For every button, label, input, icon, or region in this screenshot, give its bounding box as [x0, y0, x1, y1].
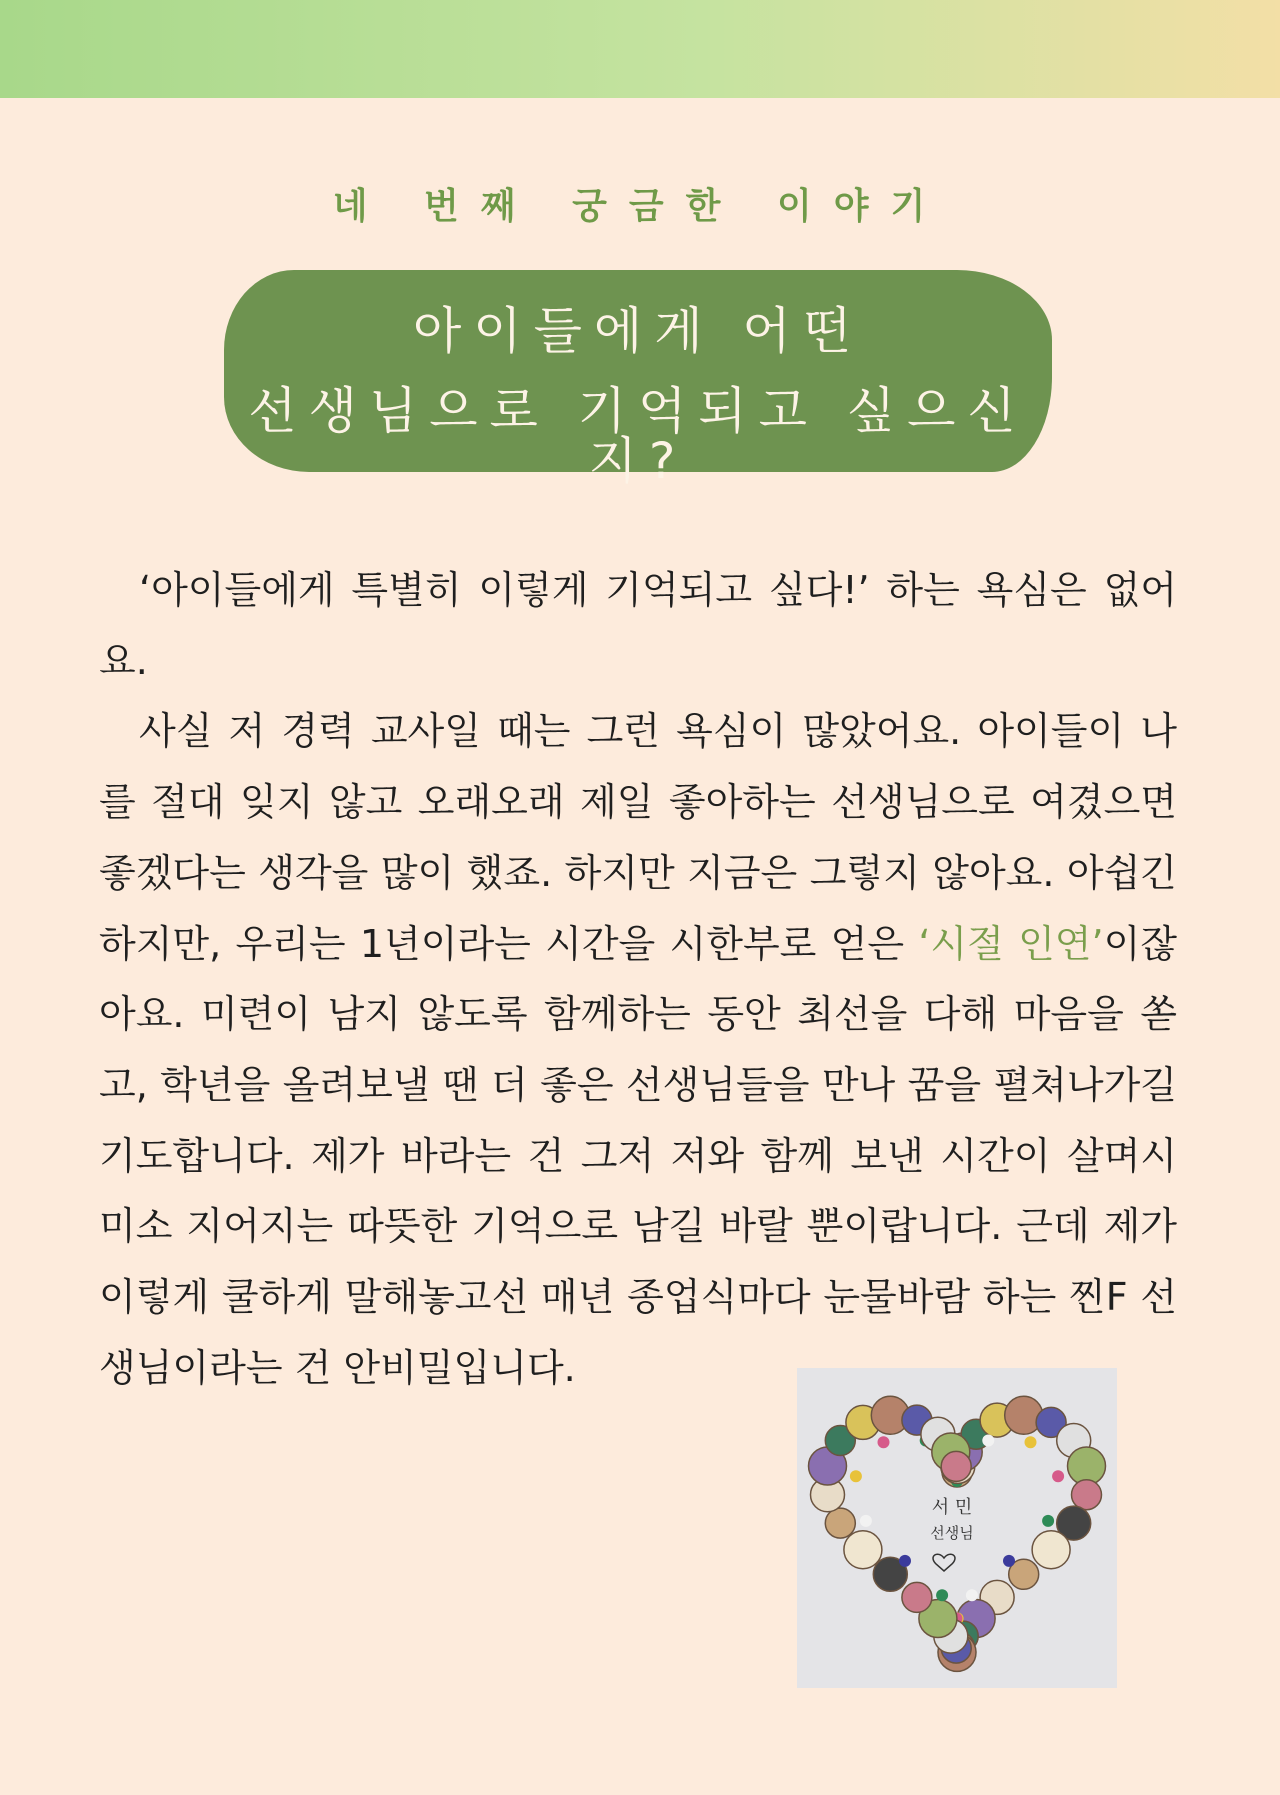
highlight-phrase: ‘시절 인연’: [918, 921, 1104, 966]
top-gradient-band: [0, 0, 1280, 98]
push-pin-icon: [982, 1435, 994, 1447]
paragraph-2-text-end: 이잖아요. 미련이 남지 않도록 함께하는 동안 최선을 다해 마음을 쏟고, 학년을 올려보낼 땐 더 좋은 선생님들을 만나 꿈을 펼쳐나가길 기도합니다. 제가 바라는 건 그저 저와 함께 보낸 시간이 살며시 미소 지어지는 따뜻한 기억으로 남길 바랄 뿐이랍니다. 근데 제가 이렇게 쿨하게 말해놓고선 매년 종업식마다 눈물바람 하는 찐F 선생님이라는 건 안비밀입니다.: [99, 921, 1177, 1390]
paragraph-2-text-start: 사실 저 경력 교사일 때는 그런 욕심이 많았어요. 아이들이 나를 절대 잊지 않고 오래오래 제일 좋아하는 선생님으로 여겼으면 좋겠다는 생각을 많이 했죠. 하지만 지금은 그렇지 않아요. 아쉽긴 하지만, 우리는 1년이라는 시간을 시한부로 얻은: [99, 709, 1177, 966]
heart-badges-photo: [797, 1368, 1117, 1688]
badge-circle: [902, 1582, 932, 1612]
badge-circle: [844, 1531, 882, 1569]
title-line-1: 아이들에게 어떤: [413, 302, 863, 360]
push-pin-icon: [1003, 1555, 1015, 1567]
section-kicker: 네 번째 궁금한 이야기: [332, 186, 948, 227]
push-pin-icon: [850, 1470, 862, 1482]
push-pin-icon: [936, 1589, 948, 1601]
push-pin-icon: [899, 1555, 911, 1567]
badge-circle: [941, 1451, 971, 1481]
push-pin-icon: [860, 1515, 872, 1527]
article-body: [99, 555, 1177, 1403]
heart-photo-illustration: [797, 1368, 1117, 1688]
push-pin-icon: [966, 1589, 978, 1601]
title-banner: [224, 270, 1052, 490]
photo-handwriting-title: 선생님: [930, 1524, 974, 1542]
badge-circle: [1072, 1480, 1102, 1510]
title-line-2: 선생님으로 기억되고 싶으신지?: [248, 382, 1028, 490]
push-pin-icon: [1042, 1515, 1054, 1527]
badge-circle: [1032, 1531, 1070, 1569]
paragraph-1: ‘아이들에게 특별히 이렇게 기억되고 싶다!’ 하는 욕심은 없어요.: [99, 568, 1177, 683]
photo-handwriting-name: 서 민: [931, 1497, 973, 1518]
badge-circle: [825, 1508, 855, 1538]
push-pin-icon: [1025, 1436, 1037, 1448]
push-pin-icon: [1052, 1470, 1064, 1482]
push-pin-icon: [878, 1436, 890, 1448]
paragraph-2: [99, 696, 1177, 1403]
